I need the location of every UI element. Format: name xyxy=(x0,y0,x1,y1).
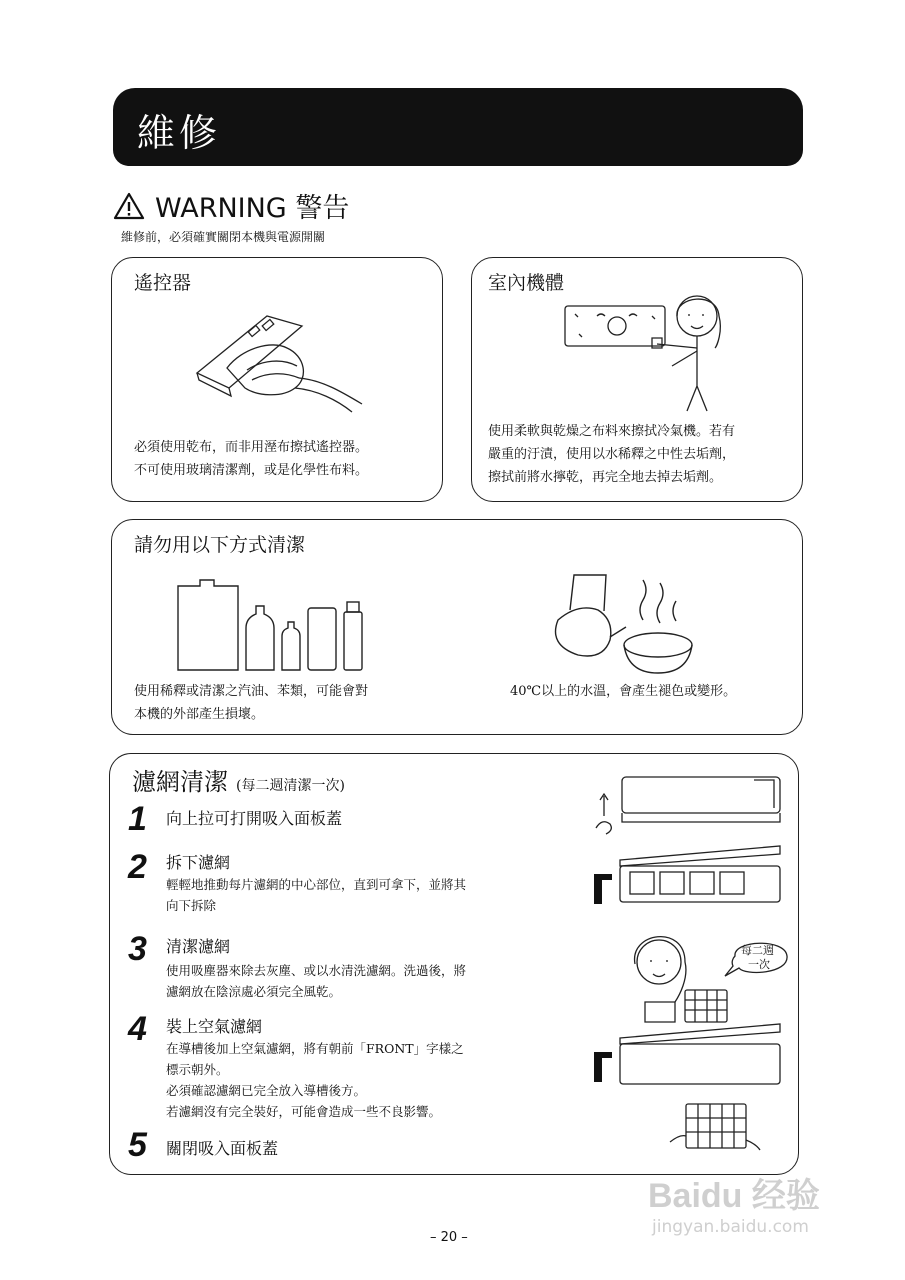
hot-water-illustration xyxy=(548,565,708,680)
step-2-desc-line-2: 向下拆除 xyxy=(166,898,217,913)
indoor-section xyxy=(471,257,803,502)
warning-triangle-icon xyxy=(113,192,145,220)
step-3-desc xyxy=(166,960,556,1002)
girl-holding-filter-illustration xyxy=(615,922,795,1032)
remote-section xyxy=(111,257,443,502)
indoor-line-2: 嚴重的汙漬，使用以水稀釋之中性去垢劑， xyxy=(488,447,736,462)
remote-title: 遙控器 xyxy=(134,272,192,294)
warning-text: WARNING 警告 xyxy=(155,193,350,224)
indoor-line-1: 使用柔軟與乾燥之布料來擦拭冷氣機。若有 xyxy=(488,424,736,439)
step-4-desc-line-3: 必須確認濾網已完全放入導槽後方。 xyxy=(166,1083,367,1098)
step-3-desc-line-2: 濾網放在陰涼處必須完全風乾。 xyxy=(166,984,342,999)
step-4-number: 4 xyxy=(128,1010,147,1048)
step-3-number: 3 xyxy=(128,930,147,968)
filter-section xyxy=(109,753,799,1175)
step-4-desc-line-4: 若濾網沒有完全裝好，可能會造成一些不良影響。 xyxy=(166,1104,442,1119)
indoor-text xyxy=(488,420,798,489)
watermark-url: jingyan.baidu.com xyxy=(652,1217,809,1237)
bubble-line-1: 每二週 xyxy=(741,944,774,957)
indoor-wipe-illustration xyxy=(557,286,737,416)
watermark xyxy=(648,1168,820,1237)
page-title-bar xyxy=(113,88,803,166)
step-4-desc-line-2: 標示朝外。 xyxy=(166,1062,229,1077)
step-2-title: 拆下濾網 xyxy=(166,853,231,872)
page-number: – 20 – xyxy=(430,1230,468,1245)
filter-title: 濾網清潔 xyxy=(132,768,228,796)
remote-line-1: 必須使用乾布，而非用溼布擦拭遙控器。 xyxy=(134,440,369,455)
warning-heading xyxy=(113,186,349,225)
warning-subtitle: 維修前，必須確實關閉本機與電源開關 xyxy=(121,230,326,244)
step-4-desc-line-1: 在導槽後加上空氣濾網，將有朝前「FRONT」字樣之 xyxy=(166,1041,464,1056)
step-3-title: 清潔濾網 xyxy=(166,937,231,956)
dont-left-line-2: 本機的外部產生損壞。 xyxy=(134,707,265,722)
step-5-title: 關閉吸入面板蓋 xyxy=(166,1139,279,1158)
remote-wipe-illustration xyxy=(187,308,377,418)
step-2-number: 2 xyxy=(128,848,147,886)
filter-subtitle: (每二週清潔一次) xyxy=(236,778,345,794)
step-3-desc-line-1: 使用吸塵器來除去灰塵、或以水清洗濾網。洗過後，將 xyxy=(166,963,467,978)
indoor-line-3: 擦拭前將水擰乾，再完全地去掉去垢劑。 xyxy=(488,470,723,485)
dont-right-text: 40℃以上的水溫，會產生褪色或變形。 xyxy=(510,684,737,699)
step-4-title: 裝上空氣濾網 xyxy=(166,1017,263,1036)
step-2-desc xyxy=(166,874,546,916)
chemical-containers-illustration xyxy=(176,578,386,673)
dont-left-text xyxy=(134,680,454,726)
dont-clean-title: 請勿用以下方式清潔 xyxy=(134,534,306,556)
open-panel-illustration xyxy=(594,772,784,837)
install-filter-illustration xyxy=(590,1022,790,1162)
remote-text xyxy=(134,436,434,482)
remote-line-2: 不可使用玻璃清潔劑，或是化學性布料。 xyxy=(134,463,369,478)
step-4-desc xyxy=(166,1038,566,1122)
filter-heading xyxy=(132,762,345,797)
step-2-desc-line-1: 輕輕地推動每片濾網的中心部位，直到可拿下，並將其 xyxy=(166,877,467,892)
page-title: 維修 xyxy=(137,111,222,155)
watermark-brand: Baidu 经验 xyxy=(648,1177,820,1215)
step-1-number: 1 xyxy=(128,800,147,838)
indoor-title: 室內機體 xyxy=(488,272,565,294)
step-5-number: 5 xyxy=(128,1126,147,1164)
remove-filter-illustration xyxy=(590,844,790,914)
dont-left-line-1: 使用稀釋或清潔之汽油、苯類，可能會對 xyxy=(134,684,369,699)
bubble-line-2: 一次 xyxy=(748,958,770,971)
dont-clean-section xyxy=(111,519,803,735)
step-1-title: 向上拉可打開吸入面板蓋 xyxy=(166,809,343,828)
